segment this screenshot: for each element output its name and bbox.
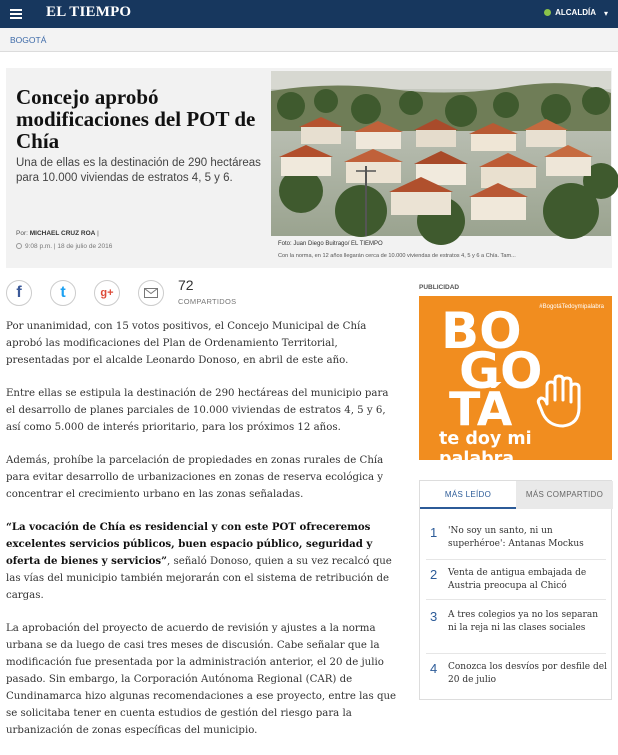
share-count: 72 [178,277,194,293]
clock-icon [16,243,22,249]
rank-number: 3 [430,609,438,624]
email-icon [144,288,158,298]
rank-number: 1 [430,525,438,540]
photo-caption: Con la norma, en 12 años llegarán cerca de 10.000 viviendas de estratos 4, 5 y 6 a Chía. Tam... [278,253,516,259]
article-quote: “La vocación de Chía es residencial y con este POT ofreceremos excelentes servicios públicos, buen espacio público, seguridad y oferta de bienes y servicios” [6,521,373,567]
section-breadcrumb-bar [0,28,618,52]
article-body [6,318,400,755]
article-summary: Una de ellas es la destinación de 290 hectáreas para 10.000 viviendas de estratos 4, 5 y 6. [16,157,261,184]
article-hero [6,68,612,268]
list-divider [426,559,606,560]
tab-most-read[interactable]: MÁS LEÍDO [420,481,516,509]
article-paragraph: Entre ellas se estipula la destinación de 290 hectáreas del municipio para el desarrollo de planes parciales de 10.000 viviendas de estratos 4, 5 y 6, así como 5.000 de interés prioritario, para los próximos 12 años. [6,388,389,433]
ad-tagline: te doy mi palabra [439,429,532,469]
hamburger-menu-icon[interactable] [10,9,22,19]
article-paragraph: Además, prohíbe la parcelación de propiedades en zonas rurales de Chía para evitar desarrollo de urbanizaciones en zonas de reserva ecológica y concentrar el crecimiento urbano en las zonas señaladas. [6,455,384,500]
alcaldia-section-link[interactable] [544,8,596,17]
ad-word-go: GO [459,342,543,400]
facebook-share-button[interactable] [6,280,32,306]
most-read-title[interactable]: Venta de antigua embajada de Austria preocupa al Chicó [448,568,587,591]
googleplus-share-button[interactable] [94,280,120,306]
article-headline: Concejo aprobó modificaciones del POT de Chía [16,85,256,153]
status-dot-icon [544,9,551,16]
date-text: 9:08 p.m. | 18 de julio de 2016 [25,243,113,250]
byline-prefix: Por: [16,230,28,237]
twitter-icon: t [60,284,66,301]
share-count-label: COMPARTIDOS [178,297,237,306]
article-byline: Por: MICHAEL CRUZ ROA | [16,230,99,237]
article-photo[interactable] [271,71,611,236]
ad-label: PUBLICIDAD [419,284,460,291]
ad-word-bo: BO [441,302,522,360]
list-divider [426,653,606,654]
site-logo[interactable]: EL TIEMPO [46,4,132,20]
most-read-title[interactable]: A tres colegios ya no los separan ni la reja ni las clases sociales [448,610,598,633]
most-read-title[interactable]: 'No soy un santo, ni un superhéroe': Antanas Mockus [448,526,584,549]
article-paragraph: La aprobación del proyecto de acuerdo de revisión y ajustes a la norma urbana se da luego de casi tres meses de discusión. Cabe señalar que la modificación fue presentada por la administración anterior, el 20 de julio pasado. Sin embargo, la Corporación Autónoma Regional (CAR) de Cundinamarca hizo algunas recomendaciones a ese proyecto, entre las que se solicitaba tener en cuenta estudios de gestión del riesgo para la urbanización de zonas específicas del municipio. [6,623,397,736]
most-read-widget [419,480,612,700]
article-paragraph: Por unanimidad, con 15 votos positivos, el Concejo Municipal de Chía aprobó las modificaciones del Plan de Ordenamiento Territorial, presentadas por el alcalde Leonardo Donoso, en abril de este año. [6,321,367,366]
section-link-bogota[interactable]: BOGOTÁ [10,35,47,45]
photo-credit: Foto: Juan Diego Buitrago/ EL TIEMPO [278,241,383,247]
rank-number: 4 [430,661,438,676]
list-divider [426,599,606,600]
quote-attribution: , señaló Donoso, quien a su vez recalcó que las vías del municipio también mejorarán con el sistema de retribución de cargas. [6,556,392,601]
email-share-button[interactable] [138,280,164,306]
article-paragraph [6,519,400,604]
tab-most-shared[interactable]: MÁS COMPARTIDO [516,481,613,509]
ad-hashtag: #BogotáTedoymipalabra [539,304,604,310]
rank-number: 2 [430,567,438,582]
town-photo-image [271,71,611,236]
googleplus-icon: g+ [100,287,114,299]
ad-word-ta: TÁ [449,382,513,436]
alcaldia-label: ALCALDÍA [555,8,596,17]
twitter-share-button[interactable] [50,280,76,306]
facebook-icon: f [16,284,22,301]
most-read-title[interactable]: Conozca los desvíos por desfile del 20 de julio [448,662,607,685]
top-navigation-bar [0,0,618,28]
advertisement-banner[interactable] [419,296,612,469]
hand-icon [537,374,587,429]
chevron-down-icon[interactable]: ▾ [603,9,608,18]
author-link[interactable]: MICHAEL CRUZ ROA [29,230,96,237]
article-date [16,243,112,250]
